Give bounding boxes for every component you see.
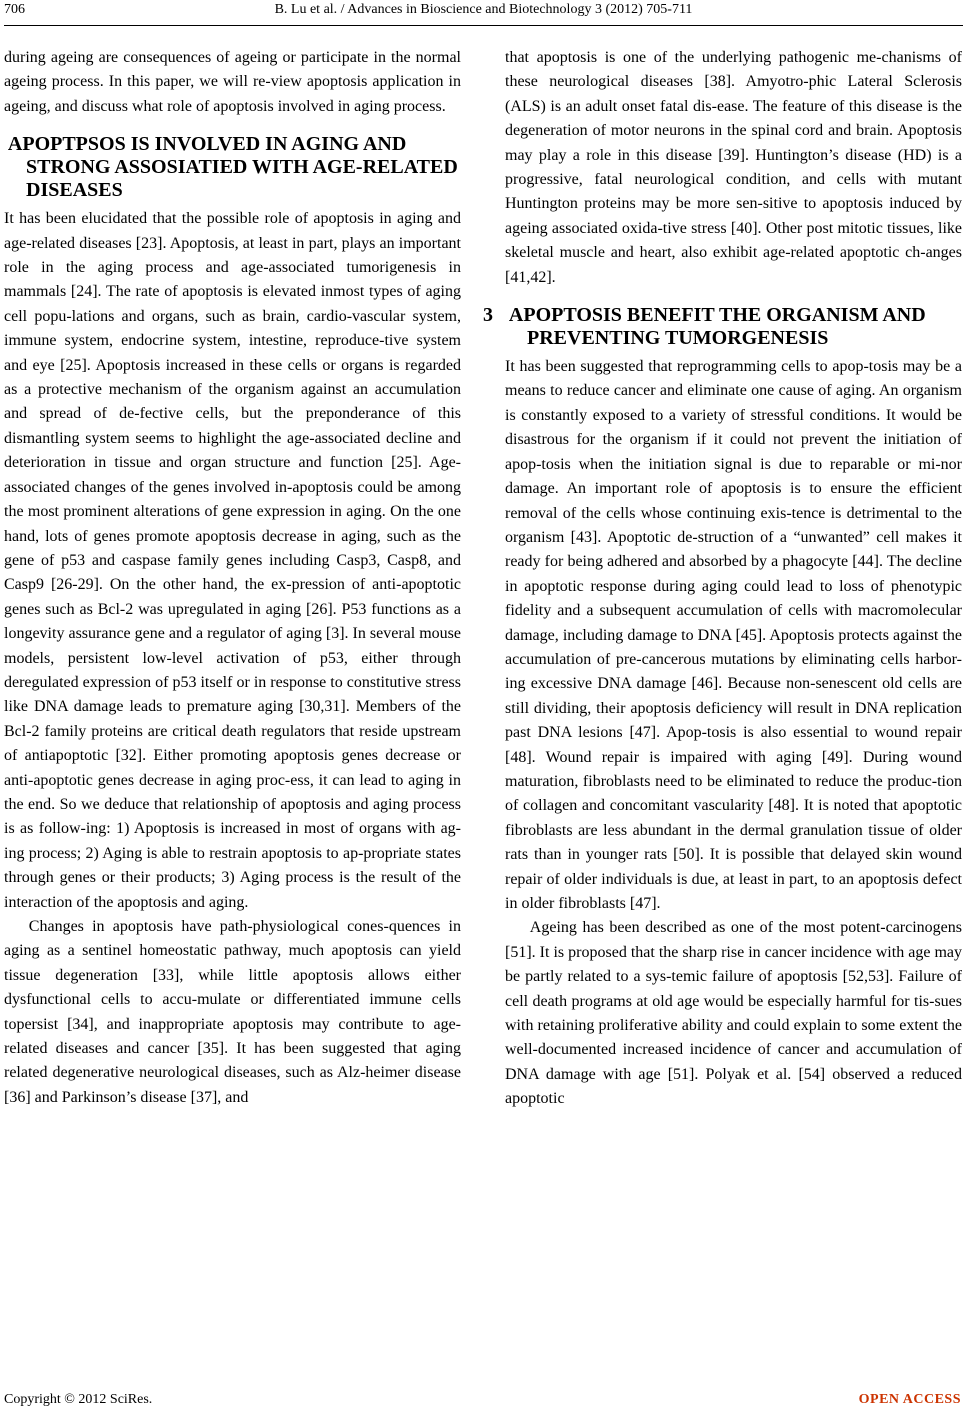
left-column <box>4 46 461 1110</box>
right-paragraph-2: It has been suggested that reprogramming cells to apop-tosis may be a means to reduce cancer and eliminate one cause of aging. An organism is constantly exposed to a variety of stressful conditions. It would be disastrous for the organism if it could not prevent the initiation of apop-tosis when the initiation signal is due to reparable or mi-nor damage. An important role of apoptosis is to ensure the efficient removal of the cells whose continuing exis-tence is detrimental to the organism [43]. Apoptotic de-struction of a “unwanted” cell makes it ready for being adhered and absorbed by a phagocyte [44]. The decline in apoptotic response during aging could lead to loss of phenotypic fidelity and a subsequent accumulation of cells with macromolecular damage, including damage to DNA [45]. Apoptosis protects against the accumulation of pre-cancerous mutations by eliminating cells harbor-ing excessive DNA damage [46]. Because non-senescent old cells are still dividing, their apoptosis deficiency will result in DNA replication past DNA lesions [47]. Apop-tosis is also essential to wound repair [48]. Wound repair is impaired with aging [49]. During wound maturation, fibroblasts need to be eliminated to reduce the produc-tion of collagen and concomitant vascularity [48]. It is noted that apoptotic fibroblasts are less abundant in the dermal granulation tissue of older rats than in younger rats [50]. It is possible that delayed skin wound repair of older individuals is due, at least in part, to an apoptosis defect in older fibroblasts [47]. <box>505 358 962 912</box>
copyright-notice: Copyright © 2012 SciRes. <box>4 1392 153 1407</box>
section-2-title: APOPTPSOS IS INVOLVED IN AGING AND STRONG ASSOSIATIED WITH AGE-RELATED DISEASES <box>7 133 458 202</box>
right-paragraph-3: Ageing has been described as one of the most potent-carcinogens [51]. It is proposed that the sharp rise in cancer incidence with age may be partly related to a sys-temic failure of apoptosis [52,53]. Failure of cell death programs at old age would be especially harmful for tis-sues with retaining proliferative ability and could explain to some extent the well-documented increased incidence of cancer and accumulation of DNA damage with age [51]. Polyak et al. [54] observed a reduced apoptotic <box>505 919 962 1108</box>
right-column <box>483 46 962 1112</box>
section-3-title: APOPTOSIS BENEFIT THE ORGANISM AND PREVENTING TUMORGENESIS <box>508 304 926 350</box>
page-header <box>0 0 967 26</box>
section-3-heading: 3 APOPTOSIS BENEFIT THE ORGANISM AND PREVENTING TUMORGENESIS <box>483 304 926 350</box>
left-paragraph-2: It has been elucidated that the possible role of apoptosis in aging and age-related diseases [23]. Apoptosis, at least in part, plays an important role in the aging process and age-associated tumorigenesis in mammals [24]. The rate of apoptosis is elevated inmost types of aging cell popu-lations and organs, such as brain, cardio-vascular system, immune system, endocrine system, intestine, reproduce-tive system and eye [25]. Apoptosis increased in these cells or organs is regarded as a protective mechanism of the organism against an accumulation and spread of de-fective cells, but the preponderance of this dismantling system seems to highlight the age-associated decline and deterioration in tissue and organ structure and function [25]. Age-associated changes of the genes involved in-apoptosis could be among the most prominent alterations of gene expression in aging. On the one hand, lots of genes promote apoptosis decrease in aging, such as the gene of p53 and caspase family genes including Casp3, Casp8, and Casp9 [26-29]. On the other hand, the ex-pression of anti-apoptotic genes such as Bcl-2 was upregulated in aging [26]. P53 functions as a longevity assurance gene and a regulator of aging [3]. In several mouse models, persistent low-level activation of p53, either through deregulated expression of p53 itself or in response to constitutive stress like DNA damage leads to premature aging [30,31]. Members of the Bcl-2 family proteins are critical death regulators that reside upstream of antiapoptotic [32]. Either promoting apoptosis genes decrease or anti-apoptotic genes decrease in aging proc-ess, it can lead to aging in the end. So we deduce that relationship of apoptosis and aging process is as follow-ing: 1) Apoptosis is increased in most of organs with ag-ing process; 2) Aging is able to restrain apoptosis to ap-propriate states through genes or their products; 3) Aging process is the result of the interaction of the apoptosis and aging. <box>4 210 461 911</box>
page-number: 706 <box>4 2 25 17</box>
right-paragraph-1: that apoptosis is one of the underlying pathogenic me-chanisms of these neurological diseases [38]. Amyotro-phic Lateral Sclerosis (ALS) is an adult onset fatal dis-ease. The feature of this disease is the degeneration of motor neurons in the spinal cord and brain. Apoptosis may play a role in this disease [39]. Huntington’s disease (HD) is a progressive, fatal neurological condition, and cells with mutant Huntington proteins may be more sen-sitive to apoptosis induced by ageing associated oxida-tive stress [40]. Other post mitotic tissues, like skeletal muscle and heart, also exhibit age-related apoptotic ch-anges [41,42]. <box>505 49 962 286</box>
header-rule <box>4 25 963 26</box>
page-footer <box>0 1392 967 1412</box>
left-paragraph-3: Changes in apoptosis have path-physiological cones-quences in aging as a sentinel homeostatic pathway, much apoptosis can yield tissue degeneration [33], while little apoptosis allows either dysfunctional cells to accu-mulate or differentiated immune cells topersist [34], and inappropriate apoptosis may contribute to age-related diseases and cancer [35]. It has been suggested that aging related degenerative neurological diseases, such as Alz-heimer disease [36] and Parkinson’s disease [37], and <box>4 918 461 1106</box>
left-paragraph-1: during ageing are consequences of ageing or participate in the normal ageing process. In this paper, we will re-view apoptosis application in ageing, and discuss what role of apoptosis involved in aging process. <box>4 49 461 115</box>
running-head: B. Lu et al. / Advances in Bioscience and Biotechnology 3 (2012) 705-711 <box>274 2 693 17</box>
section-2-heading <box>4 133 461 202</box>
open-access-label: OPEN ACCESS <box>858 1392 961 1407</box>
